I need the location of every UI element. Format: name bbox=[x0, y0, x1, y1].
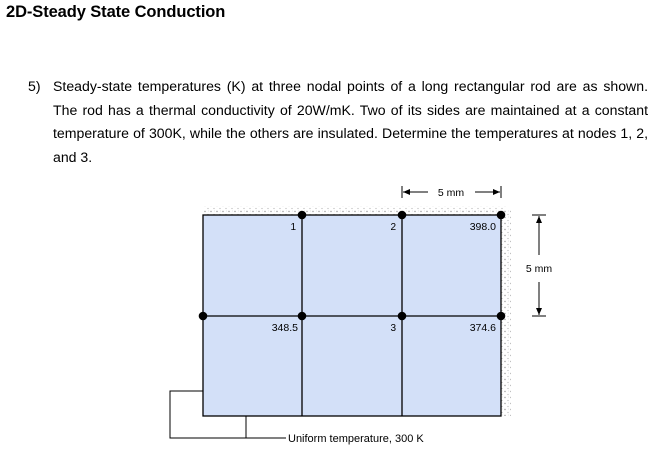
node-dot bbox=[398, 211, 407, 220]
dim-horizontal-label: 5 mm bbox=[437, 187, 465, 199]
dim-vertical-label: 5 mm bbox=[525, 263, 553, 275]
temp-middle-left: 348.5 bbox=[271, 322, 298, 334]
problem-text: Steady-state temperatures (K) at three nodal points of a long rectangular rod are as shown. The rod has a thermal conductivity of 20W/mK. Two of its sides are maintained at a constant temperature of 300K, while the others are insulated. Determine the temperatures at nodes 1, 2, and 3. bbox=[53, 78, 648, 165]
node-dot bbox=[298, 211, 307, 220]
problem-number: 5) bbox=[28, 78, 41, 94]
top-insulation bbox=[203, 206, 506, 215]
node-dot bbox=[199, 312, 208, 321]
node-dot bbox=[298, 312, 307, 321]
node-dot bbox=[497, 312, 506, 321]
node-2-label: 2 bbox=[390, 222, 396, 233]
node-dot bbox=[398, 312, 407, 321]
node-dot bbox=[497, 211, 506, 220]
node-1-label: 1 bbox=[290, 222, 296, 233]
boundary-condition-label: Uniform temperature, 300 K bbox=[288, 433, 424, 445]
temp-top-right: 398.0 bbox=[469, 221, 496, 233]
temp-middle-right: 374.6 bbox=[469, 322, 496, 334]
node-3-label: 3 bbox=[390, 323, 396, 334]
document-heading: 2D-Steady State Conduction bbox=[6, 3, 226, 21]
